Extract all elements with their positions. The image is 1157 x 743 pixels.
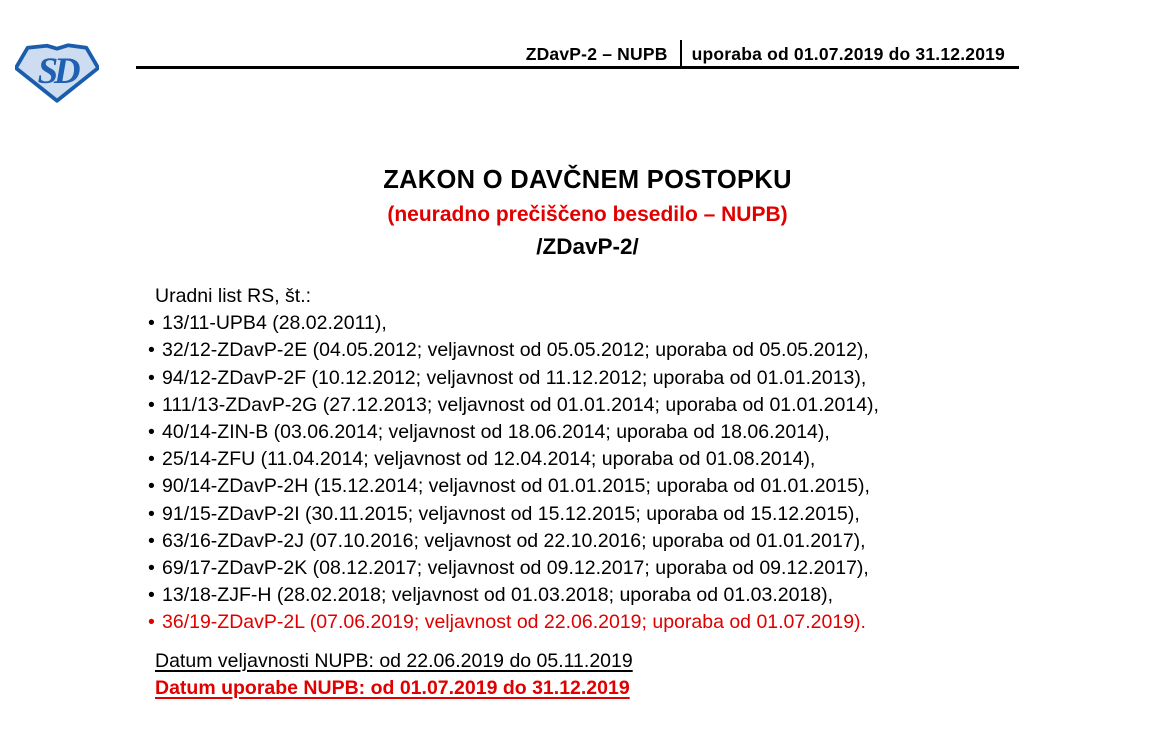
list-item-text: • 111/13-ZDavP-2G (27.12.2013; veljavnost od 01.01.2014; uporaba od 01.01.2014), — [162, 393, 879, 416]
document-title: ZAKON O DAVČNEM POSTOPKU — [383, 166, 792, 194]
list-item-text: • 25/14-ZFU (11.04.2014; veljavnost od 12.04.2014; uporaba od 01.08.2014), — [162, 448, 816, 471]
list-item — [148, 392, 879, 419]
list-item-text: • 90/14-ZDavP-2H (15.12.2014; veljavnost od 01.01.2015; uporaba od 01.01.2015), — [162, 475, 870, 498]
list-item-text: • 13/18-ZJF-H (28.02.2018; veljavnost od 01.03.2018; uporaba od 01.03.2018), — [162, 584, 834, 607]
list-item-text: • 69/17-ZDavP-2K (08.12.2017; veljavnost od 09.12.2017; uporaba od 09.12.2017), — [162, 557, 869, 580]
list-item-highlighted — [148, 609, 879, 636]
document-subtitle: (neuradno prečiščeno besedilo – NUPB) — [387, 203, 788, 226]
list-item — [148, 501, 879, 528]
logo-letters: SD — [37, 50, 77, 92]
usage-date-line: Datum uporabe NUPB: od 01.07.2019 do 31.12.2019 — [155, 677, 630, 699]
header-separator — [680, 40, 682, 67]
list-item — [148, 310, 879, 337]
amendments-list — [148, 283, 879, 637]
list-item — [148, 582, 879, 609]
list-item-text: • 13/11-UPB4 (28.02.2011), — [162, 312, 387, 335]
list-item-text: • 91/15-ZDavP-2I (30.11.2015; veljavnost od 15.12.2015; uporaba od 15.12.2015), — [162, 502, 860, 525]
list-item — [148, 528, 879, 555]
header-doc-code: ZDavP-2 – NUPB — [525, 44, 668, 64]
validity-date-line: Datum veljavnosti NUPB: od 22.06.2019 do 05.11.2019 — [155, 650, 633, 672]
list-item-text: • 36/19-ZDavP-2L (07.06.2019; veljavnost od 22.06.2019; uporaba od 01.07.2019). — [162, 611, 866, 634]
footer-dates — [155, 648, 633, 702]
running-header — [526, 40, 1005, 67]
list-intro: Uradni list RS, št.: — [155, 285, 312, 307]
header-usage-range: uporaba od 01.07.2019 do 31.12.2019 — [691, 44, 1005, 64]
list-item — [148, 473, 879, 500]
list-item-text: • 40/14-ZIN-B (03.06.2014; veljavnost od 18.06.2014; uporaba od 18.06.2014), — [162, 421, 830, 444]
list-item — [148, 337, 879, 364]
list-item — [148, 446, 879, 473]
document-short-name: /ZDavP-2/ — [536, 234, 639, 259]
list-item — [148, 555, 879, 582]
sd-shield-logo-icon — [15, 42, 99, 104]
list-item — [148, 365, 879, 392]
list-item-text: • 94/12-ZDavP-2F (10.12.2012; veljavnost od 11.12.2012; uporaba od 01.01.2013), — [162, 366, 867, 389]
list-item-text: • 63/16-ZDavP-2J (07.10.2016; veljavnost od 22.10.2016; uporaba od 01.01.2017), — [162, 529, 866, 552]
list-item-text: • 32/12-ZDavP-2E (04.05.2012; veljavnost od 05.05.2012; uporaba od 05.05.2012), — [162, 339, 869, 362]
title-block — [0, 166, 1157, 260]
list-item — [148, 419, 879, 446]
